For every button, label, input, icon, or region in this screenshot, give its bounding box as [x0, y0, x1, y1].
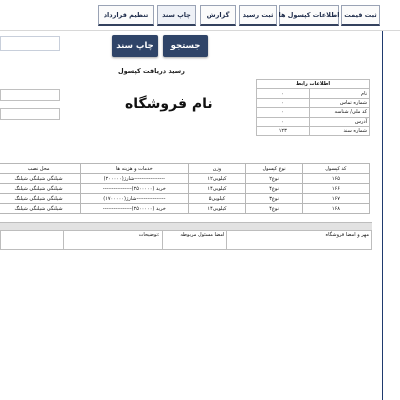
cell-service: شارژ(۲۰۰۰۰۰)-----------------: [81, 174, 188, 184]
sig-officer: امضا مسئول مربوطه: [162, 231, 227, 250]
cell-code: ۱۶۵: [302, 174, 369, 184]
cell-place: شیلنگی شیلنگی شیلنگ: [0, 184, 81, 194]
table-row: [0, 174, 370, 184]
table-row: [0, 194, 370, 204]
col-header-service: خدمات و هزینه ها: [81, 164, 188, 174]
tab-report[interactable]: گزارش: [200, 5, 236, 26]
cell-place: شیلنگی شیلنگی شیلنگ: [0, 174, 81, 184]
info-value: ۱۲۳: [257, 126, 310, 135]
print-document-button[interactable]: چاپ سند: [112, 35, 158, 57]
info-label: نام: [309, 89, 370, 98]
cell-place: شیلنگی شیلنگی شیلنگ: [0, 204, 81, 214]
table-row: [0, 204, 370, 214]
sheet-right-border: [382, 31, 383, 400]
sig-store-stamp: مهر و امضا فروشگاه: [227, 231, 372, 250]
search-input[interactable]: [0, 36, 60, 51]
cell-weight: ۵کیلویی: [188, 194, 246, 204]
cell-service: ----------------(۲۵۰۰۰۰۰) خرید: [81, 204, 188, 214]
info-value: ۰: [257, 117, 310, 126]
col-header-code: کد کپسول: [302, 164, 369, 174]
sig-empty-cell: [1, 231, 64, 250]
col-header-weight: وزن: [188, 164, 246, 174]
info-label: شماره سند: [309, 126, 370, 135]
cell-type: نوع۳: [246, 194, 302, 204]
tab-contract-settings[interactable]: تنظیم قرارداد: [98, 5, 154, 26]
cell-place: شیلنگی شیلنگی شیلنگ: [0, 194, 81, 204]
cell-service: ----------------(۲۵۰۰۰۰۰) خرید: [81, 184, 188, 194]
cell-code: ۱۶۷: [302, 194, 369, 204]
tab-print-document[interactable]: چاپ سند: [157, 5, 196, 26]
left-field-1: [0, 89, 60, 101]
cell-weight: ۱۴کیلویی: [188, 204, 246, 214]
search-button[interactable]: جستجو: [163, 35, 208, 57]
tab-price-entry[interactable]: ثبت قیمت: [341, 5, 380, 26]
left-field-2: [0, 108, 60, 120]
capsule-items-table: [0, 163, 370, 214]
top-tab-bar: [0, 0, 400, 31]
info-value: ۰: [257, 108, 310, 117]
cell-type: نوع۲: [246, 174, 302, 184]
info-value: ۰: [257, 98, 310, 107]
cell-code: ۱۶۸: [302, 204, 369, 214]
tab-capsule-info[interactable]: اطلاعات کپسول ها: [279, 5, 339, 26]
tab-receipt-entry[interactable]: ثبت رسید: [239, 5, 277, 26]
table-row: [0, 184, 370, 194]
cell-type: نوع۴: [246, 184, 302, 194]
cell-code: ۱۶۶: [302, 184, 369, 194]
signature-table: [0, 230, 372, 250]
info-label: کد ملی/ شناسه: [309, 108, 370, 117]
store-name: نام فروشگاه: [125, 96, 213, 112]
cell-weight: ۱۴کیلویی: [188, 184, 246, 194]
cell-service: شارژ(۱۷۰۰۰۰۰)----------------: [81, 194, 188, 204]
receipt-title: رسید دریافت کپسول: [118, 67, 185, 75]
info-table-header: اطلاعات رابط: [257, 80, 370, 89]
cell-weight: ۱۲کیلویی: [188, 174, 246, 184]
col-header-type: نوع کپسول: [246, 164, 302, 174]
col-header-place: محل نصب: [0, 164, 81, 174]
info-label: آدرس: [309, 117, 370, 126]
sig-notes: توضیحات:: [63, 231, 162, 250]
cell-type: نوع۴: [246, 204, 302, 214]
contact-info-table: [256, 79, 370, 136]
info-value: ۰: [257, 89, 310, 98]
info-label: شماره تماس: [309, 98, 370, 107]
